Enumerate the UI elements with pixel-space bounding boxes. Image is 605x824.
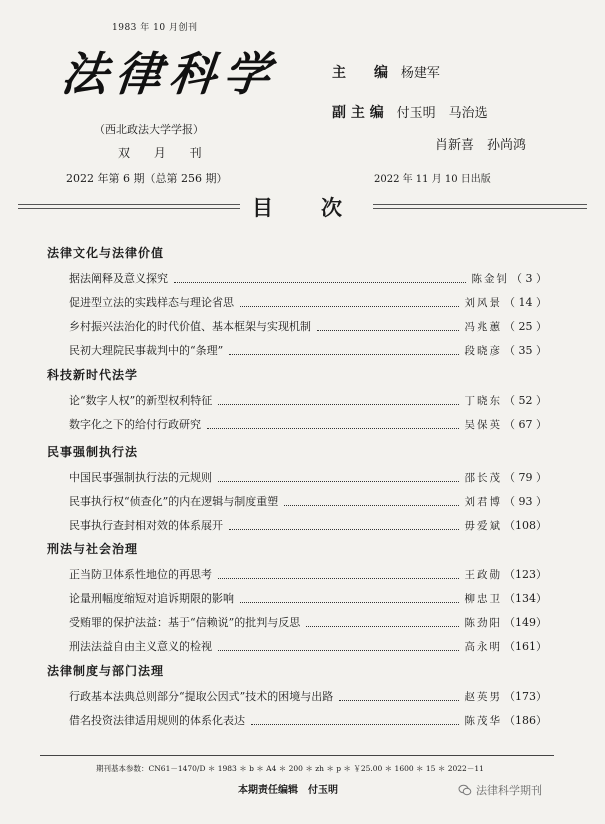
dot-leader [339,692,458,701]
article-title: 论“数字人权”的新型权利特征 [69,394,213,407]
article-title: 受贿罪的保护法益：基于“信赖说”的批判与反思 [69,616,301,629]
article-page: （ 25 ） [504,320,547,333]
article-author: 丁晓东 [464,394,502,407]
dot-leader [240,594,459,603]
article-title: 民初大理院民事裁判中的“条理” [69,344,224,357]
journal-masthead: 法律科学 [58,47,281,101]
toc-entry[interactable] [69,590,547,606]
toc-entry[interactable] [69,294,547,310]
article-author: 段晓彦 [464,344,502,357]
article-page: （ 35 ） [504,344,547,357]
publication-date: 2022 年 11 月 10 日出版 [374,174,491,185]
toc-rule-left [18,204,240,209]
dot-leader [229,346,458,355]
toc-entry[interactable] [69,688,547,704]
deputy-editor-row-2 [435,134,526,153]
dot-leader [306,618,458,627]
chief-editor-label: 主 编 [332,65,388,81]
article-author: 刘君博 [464,495,502,508]
toc-title: 目次 [252,195,390,220]
deputy-editor-label: 副 主 编 [332,105,384,121]
article-title: 民事执行权“侦查化”的内在逻辑与制度重塑 [69,495,279,508]
article-author: 赵英男 [464,690,502,703]
article-author: 毋爱斌 [464,519,502,532]
article-page: （ 14 ） [504,296,547,309]
article-author: 王政勋 [464,568,502,581]
footer-divider [40,755,554,756]
founded-date: 1983 年 10 月创刊 [112,23,198,33]
article-title: 促进型立法的实践样态与理论省思 [69,296,234,309]
toc-rule-right [373,204,587,209]
article-author: 刘风景 [464,296,502,309]
article-page: （134） [504,592,547,605]
article-author: 陈劲阳 [464,616,502,629]
journal-subtitle: （西北政法大学学报） [94,123,204,136]
dot-leader [218,642,459,651]
article-author: 吴保英 [464,418,502,431]
chief-editor-name: 杨建军 [400,66,440,81]
toc-entry[interactable] [69,614,547,630]
article-title: 数字化之下的给付行政研究 [69,418,201,431]
article-page: （ 79 ） [504,471,547,484]
deputy-editor-row [332,102,488,122]
deputy-editor-names-2: 肖新喜 孙尚鸿 [435,138,527,153]
responsible-editor: 本期责任编辑 付玉明 [238,785,338,796]
toc-entry[interactable] [69,638,547,654]
article-author: 高永明 [464,640,502,653]
dot-leader [218,570,459,579]
publication-frequency: 双 月 刊 [118,146,212,160]
toc-entry[interactable] [69,270,547,286]
dot-leader [174,274,466,283]
section-heading: 刑法与社会治理 [47,542,139,556]
dot-leader [251,716,459,725]
article-page: （186） [504,714,547,727]
dot-leader [240,298,459,307]
article-title: 借名投资法律适用规则的体系化表达 [69,714,245,727]
wechat-icon [458,783,472,797]
wechat-watermark [458,782,542,798]
section-heading: 科技新时代法学 [47,368,139,382]
toc-entry[interactable] [69,712,547,728]
journal-parameters: 期刊基本参数：CN61－1470/D ＊ 1983 ＊ b ＊ A4 ＊ 200 ＊ zh ＊ p ＊ ￥25.00 ＊ 1600 ＊ 15 ＊ 2022－11 [96,764,484,773]
dot-leader [284,497,458,506]
article-title: 行政基本法典总则部分“提取公因式”技术的困境与出路 [69,690,334,703]
article-title: 中国民事强制执行法的元规则 [69,471,212,484]
article-page: （ 93 ） [504,495,547,508]
toc-entry[interactable] [69,342,547,358]
article-title: 乡村振兴法治化的时代价值、基本框架与实现机制 [69,320,311,333]
toc-entry[interactable] [69,469,547,485]
deputy-editor-names-1: 付玉明 马治选 [396,106,488,121]
chief-editor-row [332,62,440,82]
article-page: （ 3 ） [511,272,547,285]
toc-entry[interactable] [69,318,547,334]
article-author: 冯兆蕙 [464,320,502,333]
section-heading: 民事强制执行法 [47,445,139,459]
dot-leader [317,322,459,331]
toc-entry[interactable] [69,493,547,509]
article-title: 正当防卫体系性地位的再思考 [69,568,212,581]
article-page: （123） [504,568,547,581]
article-author: 陈金钊 [471,272,509,285]
section-heading: 法律文化与法律价值 [47,246,165,260]
toc-entry[interactable] [69,392,547,408]
article-title: 民事执行查封相对效的体系展开 [69,519,223,532]
toc-entry[interactable] [69,566,547,582]
dot-leader [207,420,459,429]
article-page: （ 67 ） [504,418,547,431]
article-title: 论量刑幅度缩短对追诉期限的影响 [69,592,234,605]
toc-header [18,192,587,218]
article-title: 据法阐释及意义探究 [69,272,168,285]
article-author: 邵长茂 [464,471,502,484]
article-page: （149） [504,616,547,629]
dot-leader [229,521,459,530]
toc-entry[interactable] [69,517,547,533]
article-page: （161） [504,640,547,653]
article-author: 陈茂华 [464,714,502,727]
article-page: （ 52 ） [504,394,547,407]
section-heading: 法律制度与部门法理 [47,664,165,678]
issue-number: 2022 年第 6 期（总第 256 期） [66,172,228,185]
article-title: 刑法法益自由主义意义的检视 [69,640,212,653]
dot-leader [218,473,459,482]
article-page: （173） [504,690,547,703]
article-author: 柳忠卫 [464,592,502,605]
dot-leader [218,396,458,405]
article-page: （108） [504,519,547,532]
watermark-text: 法律科学期刊 [476,784,542,797]
toc-entry[interactable] [69,416,547,432]
